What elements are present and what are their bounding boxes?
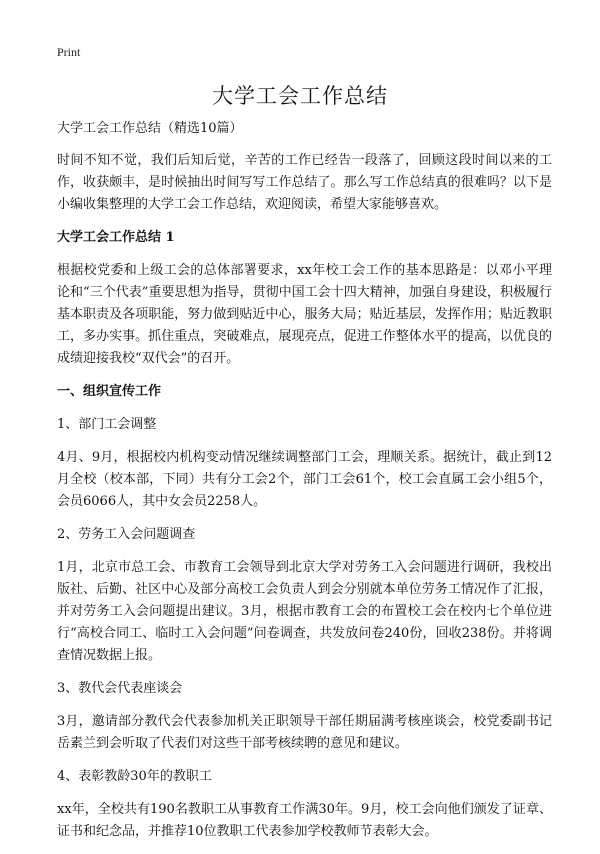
- part-heading: 一、组织宣传工作: [57, 384, 162, 399]
- print-link[interactable]: Print: [57, 45, 81, 59]
- item-heading: 4、表彰教龄30年的教职工: [57, 769, 212, 784]
- item-heading: 2、劳务工入会问题调查: [57, 527, 196, 542]
- item-paragraph: 4月、9月，根据校内机构变动情况继续调整部门工会，理顺关系。据统计，截止到12月全校（校本部，下同）共有分工会2个，部门工会61个，校工会直属工会小组5个，会员6066人，其中女会员2258人。: [57, 450, 552, 509]
- item-heading: 1、部门工会调整: [57, 417, 157, 432]
- section-heading: 大学工会工作总结 1: [57, 230, 175, 245]
- item-paragraph: 3月，邀请部分教代会代表参加机关正职领导干部任期届满考核座谈会，校党委副书记岳素兰到会听取了代表们对这些干部考核续聘的意见和建议。: [57, 714, 552, 751]
- article-body: [57, 118, 552, 854]
- item-heading: 3、教代会代表座谈会: [57, 681, 183, 696]
- item-paragraph: 1月，北京市总工会、市教育工会领导到北京大学对劳务工入会问题进行调研，我校出版社、后勤、社区中心及部分高校工会负责人到会分别就本单位劳务工情况作了汇报，并对劳务工入会问题提出建议。3月，根据市教育工会的布置校工会在校内七个单位进行“高校合同工、临时工入会问题”问卷调查，共发放问卷240份，回收238份。并将调查情况数据上报。: [57, 560, 552, 663]
- section-intro-paragraph: 根据校党委和上级工会的总体部署要求，xx年校工会工作的基本思路是：以邓小平理论和“三个代表”重要思想为指导，贯彻中国工会十四大精神，加强自身建设，积极履行基本职责及各项职能，努力做到贴近中心，服务大局；贴近基层，发挥作用；贴近教职工，多办实事。抓住重点，突破难点，展现亮点，促进工作整体水平的提高，以优良的成绩迎接我校“双代会”的召开。: [57, 263, 552, 366]
- intro-paragraph: 时间不知不觉，我们后知后觉，辛苦的工作已经告一段落了，回顾这段时间以来的工作，收获颇丰，是时候抽出时间写写工作总结了。那么写工作总结真的很难吗？以下是小编收集整理的大学工会工作总结，欢迎阅读，希望大家能够喜欢。: [57, 153, 552, 212]
- item-paragraph: xx年，全校共有190名教职工从事教育工作满30年。9月，校工会向他们颁发了证章、证书和纪念品，并推荐10位教职工代表参加学校教师节表彰大会。: [57, 802, 552, 839]
- article-subtitle: 大学工会工作总结（精选10篇）: [57, 121, 243, 136]
- page-title: 大学工会工作总结: [212, 84, 388, 108]
